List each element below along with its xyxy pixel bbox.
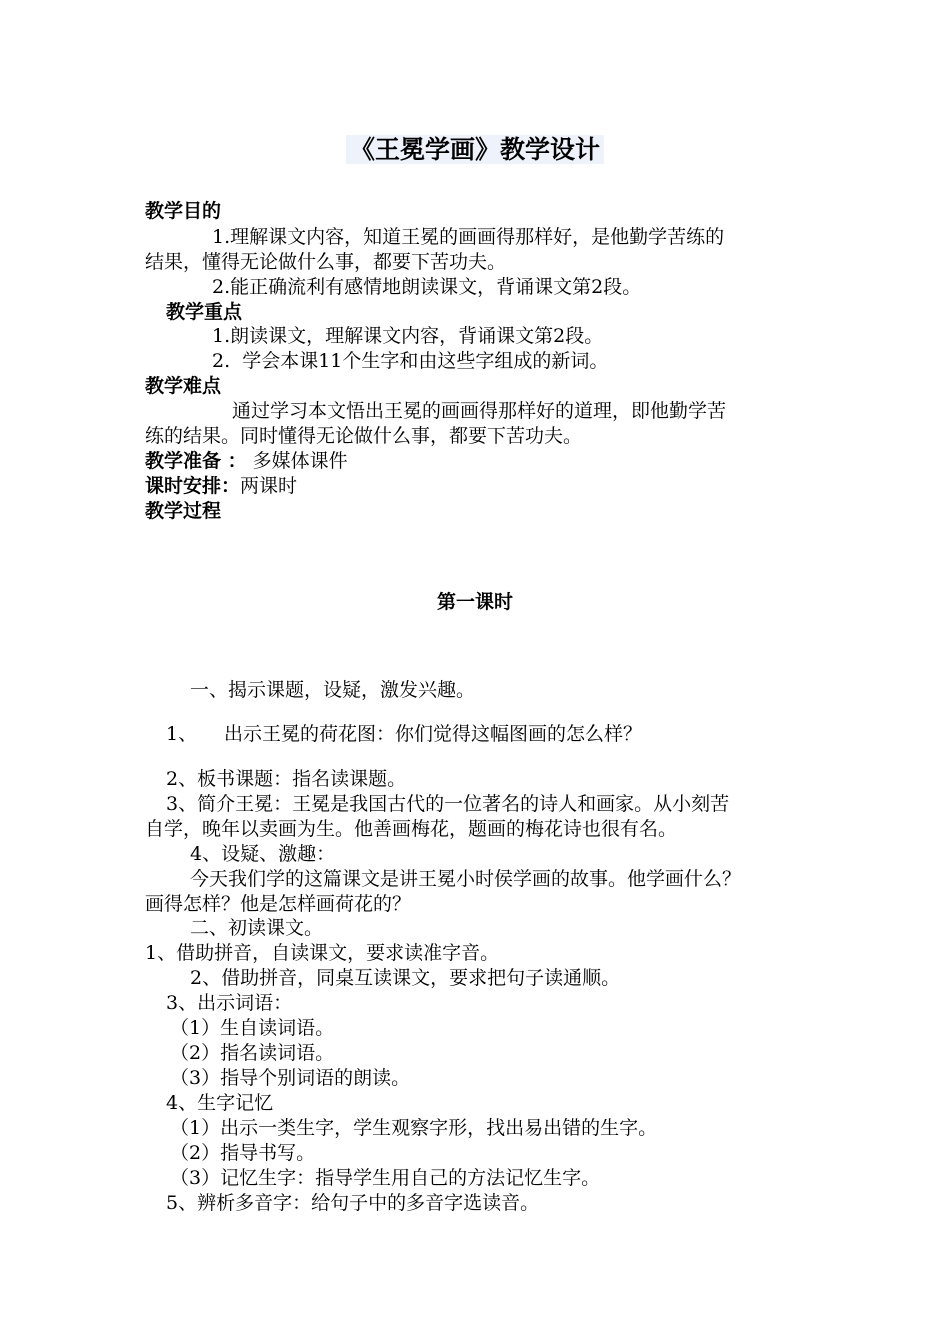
s2-item-4-sub-2: （2）指导书写。: [170, 1142, 316, 1164]
s1-item-4-line-1: 今天我们学的这篇课文是讲王冕小时侯学画的故事。他学画什么？: [190, 868, 742, 890]
s2-item-1: 1、借助拼音，自读课文，要求读准字音。: [145, 942, 500, 964]
s2-item-4-sub-1: （1）出示一类生字，学生观察字形，找出易出错的生字。: [170, 1117, 658, 1139]
schedule-row: [145, 473, 825, 499]
s1-item-4: 4、设疑、激趣：: [190, 843, 336, 865]
process-heading: 教学过程: [145, 500, 222, 522]
title-text: 《王冕学画》教学设计: [346, 135, 604, 164]
s1-item-3-line-2: 自学，晚年以卖画为生。他善画梅花，题画的梅花诗也很有名。: [145, 818, 678, 840]
s2-item-3: 3、出示词语：: [166, 992, 293, 1014]
objective-1-line-2: 结果，懂得无论做什么事，都要下苦功夫。: [145, 251, 507, 273]
s1-item-1-number: 1、: [166, 723, 198, 745]
s1-item-2: 2、板书课题：指名读课题。: [166, 768, 407, 790]
schedule-value: 两课时: [240, 475, 298, 497]
document-title: [0, 132, 950, 168]
difficulties-heading: 教学难点: [145, 375, 222, 397]
difficulties-line-1: 通过学习本文悟出王冕的画画得那样好的道理，即他勤学苦: [232, 400, 727, 422]
s2-item-4-sub-3: （3）记忆生字：指导学生用自己的方法记忆生字。: [170, 1167, 601, 1189]
s2-item-4: 4、生字记忆: [166, 1092, 274, 1114]
s2-item-3-sub-3: （3）指导个别词语的朗读。: [170, 1067, 411, 1089]
s1-item-4-line-2: 画得怎样？他是怎样画荷花的？: [145, 893, 412, 915]
key-point-2: 2. 学会本课11个生字和由这些字组成的新词。: [212, 350, 609, 372]
preparation-row: [145, 448, 825, 474]
preparation-heading: 教学准备 ：: [145, 450, 247, 472]
objective-1-line-1: 1.理解课文内容，知道王冕的画画得那样好，是他勤学苦练的: [212, 226, 725, 248]
section-2-title: 二、初读课文。: [190, 917, 324, 939]
s2-item-3-sub-2: （2）指名读词语。: [170, 1042, 335, 1064]
preparation-value: 多媒体课件: [252, 450, 348, 472]
section-1-title: 一、揭示课题，设疑，激发兴趣。: [190, 679, 476, 701]
s2-item-3-sub-1: （1）生自读词语。: [170, 1017, 335, 1039]
s1-item-1-text: 出示王冕的荷花图：你们觉得这幅图画的怎么样？: [224, 723, 643, 745]
s1-item-3-line-1: 3、简介王冕：王冕是我国古代的一位著名的诗人和画家。从小刻苦: [166, 793, 730, 815]
objective-2: 2.能正确流利有感情地朗读课文，背诵课文第2段。: [212, 276, 642, 298]
schedule-heading: 课时安排：: [145, 475, 241, 497]
key-points-heading: 教学重点: [166, 301, 243, 323]
key-point-1: 1.朗读课文，理解课文内容，背诵课文第2段。: [212, 325, 604, 347]
objectives-heading: 教学目的: [145, 200, 222, 222]
s2-item-5: 5、辨析多音字：给句子中的多音字选读音。: [166, 1192, 540, 1214]
difficulties-line-2: 练的结果。同时懂得无论做什么事，都要下苦功夫。: [145, 425, 583, 447]
s2-item-2: 2、借助拼音，同桌互读课文，要求把句子读通顺。: [190, 967, 621, 989]
lesson-1-heading: 第一课时: [436, 591, 513, 613]
